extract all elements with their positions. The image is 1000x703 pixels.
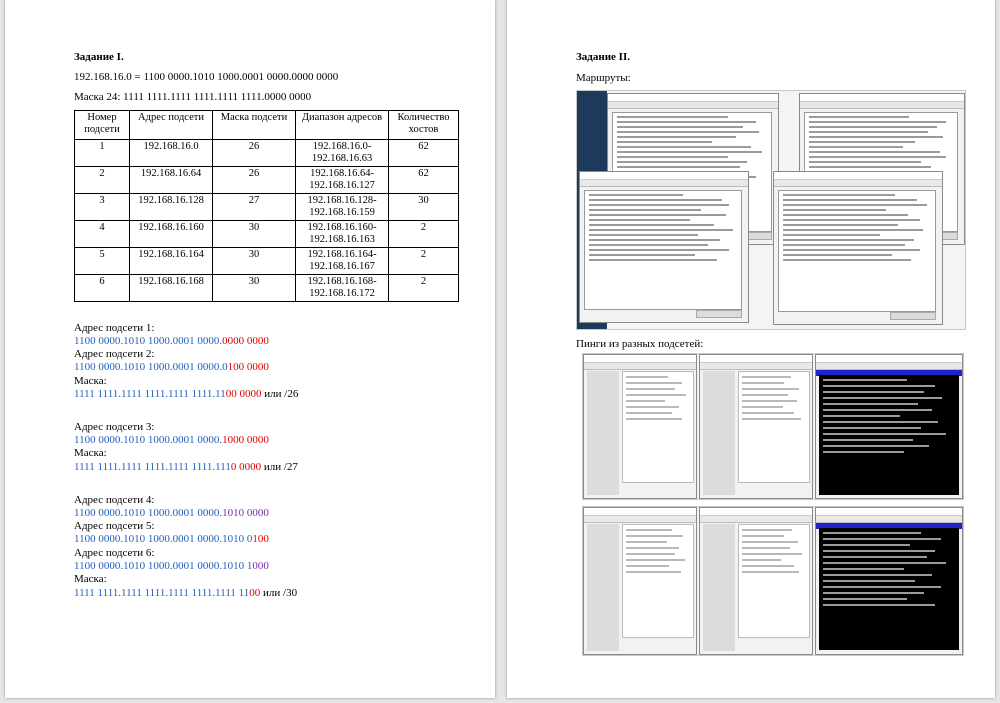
binary-network-part: 1100 0000.1010 1000.0001 0000. (74, 434, 223, 446)
binary-network-part: 1111 1111.1111 1111.1111 1111.111 (74, 461, 231, 473)
cell-address: 192.168.16.164 (130, 248, 213, 275)
range-end: 192.168.16.159 (309, 207, 375, 218)
subnet-4-label: Адрес подсети 4: (74, 494, 155, 506)
cell-number: 2 (75, 167, 130, 194)
subnet-2-label: Адрес подсети 2: (74, 348, 155, 360)
cell-range (296, 221, 389, 248)
range-start: 192.168.16.64- (310, 168, 374, 179)
cell-mask: 30 (213, 248, 296, 275)
header-subnet-mask: Маска подсети (213, 111, 296, 140)
cell-mask: 26 (213, 140, 296, 167)
cell-address: 192.168.16.0 (130, 140, 213, 167)
cell-mask: 27 (213, 194, 296, 221)
address-binary-line: 192.168.16.0 = 1100 0000.1010 1000.0001 0000.0000 0000 (74, 71, 339, 83)
range-start: 192.168.16.0- (312, 141, 372, 152)
pings-screenshot-top (582, 353, 964, 500)
binary-host-part: 00 (249, 587, 261, 599)
binary-host-part: 0 0000 (230, 461, 262, 473)
cell-hosts: 62 (389, 167, 459, 194)
mask-1-binary (74, 388, 298, 401)
cell-range (296, 167, 389, 194)
subnet-1-label: Адрес подсети 1: (74, 322, 155, 334)
prefix-suffix: или /30 (260, 587, 298, 599)
table-row (75, 194, 459, 221)
subnet-1-binary (74, 335, 269, 348)
mask-1-label: Маска: (74, 375, 107, 387)
cell-number: 4 (75, 221, 130, 248)
binary-network-part: 1100 0000.1010 1000.0001 0000. (74, 507, 223, 519)
subnet-4-binary (74, 507, 269, 520)
cell-range (296, 140, 389, 167)
ip-config-panel (622, 524, 694, 638)
subnet-table (74, 110, 459, 302)
router-cli-window (773, 171, 943, 325)
range-start: 192.168.16.128- (307, 195, 377, 206)
subnet-6-binary (74, 560, 269, 573)
table-row (75, 221, 459, 248)
header-address-range: Диапазон адресов (296, 111, 389, 140)
range-end: 192.168.16.167 (309, 261, 375, 272)
ping-output (819, 528, 959, 650)
binary-host-part: 100 (252, 533, 269, 545)
table-row (75, 275, 459, 302)
cell-hosts: 2 (389, 221, 459, 248)
cell-hosts: 62 (389, 140, 459, 167)
table-row (75, 140, 459, 167)
cell-number: 1 (75, 140, 130, 167)
task-2-title: Задание II. (576, 51, 630, 63)
cell-hosts: 2 (389, 248, 459, 275)
header-subnet-number: Номер подсети (75, 111, 130, 140)
pc-config-window (699, 354, 813, 499)
pings-screenshot-bottom (582, 506, 964, 656)
subnet-6-label: Адрес подсети 6: (74, 547, 155, 559)
subnet-3-label: Адрес подсети 3: (74, 421, 155, 433)
pc-config-window (699, 507, 813, 655)
header-host-count: Количество хостов (389, 111, 459, 140)
mask-binary-line: Маска 24: 1111 1111.1111 1111.1111 1111.0000 0000 (74, 91, 312, 103)
pc-config-window (583, 507, 697, 655)
mask-2-label: Маска: (74, 447, 107, 459)
cell-mask: 30 (213, 221, 296, 248)
subnet-5-binary (74, 533, 269, 546)
ip-config-panel (622, 371, 694, 483)
ip-config-panel (738, 524, 810, 638)
routes-label: Маршруты: (576, 72, 631, 84)
cell-hosts: 2 (389, 275, 459, 302)
pc-command-prompt-window (815, 354, 963, 499)
range-start: 192.168.16.160- (307, 222, 377, 233)
cell-address: 192.168.16.64 (130, 167, 213, 194)
prefix-suffix: или /26 (261, 388, 299, 400)
range-end: 192.168.16.172 (309, 288, 375, 299)
cell-mask: 30 (213, 275, 296, 302)
subnet-5-label: Адрес подсети 5: (74, 520, 155, 532)
cell-number: 5 (75, 248, 130, 275)
subnet-3-binary (74, 434, 269, 447)
table-header-row (75, 111, 459, 140)
cli-output (584, 190, 742, 310)
prefix-suffix: или /27 (261, 461, 298, 473)
cell-address: 192.168.16.128 (130, 194, 213, 221)
cell-number: 3 (75, 194, 130, 221)
cell-range (296, 248, 389, 275)
router-cli-window (579, 171, 749, 323)
cell-hosts: 30 (389, 194, 459, 221)
cli-output (778, 190, 936, 312)
header-subnet-address: Адрес подсети (130, 111, 213, 140)
cell-mask: 26 (213, 167, 296, 194)
cell-range (296, 275, 389, 302)
range-end: 192.168.16.63 (311, 153, 373, 164)
table-row (75, 167, 459, 194)
binary-host-part: 100 0000 (227, 361, 269, 373)
document-page-2 (507, 0, 995, 698)
routes-screenshot (576, 90, 966, 330)
binary-network-part: 1100 0000.1010 1000.0001 0000.1010 1 (74, 560, 253, 572)
binary-network-part: 1100 0000.1010 1000.0001 0000. (74, 335, 223, 347)
cell-address: 192.168.16.168 (130, 275, 213, 302)
binary-host-part: 00 0000 (225, 388, 262, 400)
mask-2-binary (74, 461, 298, 474)
pings-label: Пинги из разных подсетей: (576, 338, 704, 350)
binary-host-part: 0000 0000 (222, 335, 269, 347)
range-start: 192.168.16.164- (307, 249, 377, 260)
mask-3-label: Маска: (74, 573, 107, 585)
range-end: 192.168.16.163 (309, 234, 375, 245)
pc-command-prompt-window (815, 507, 963, 655)
range-end: 192.168.16.127 (309, 180, 375, 191)
binary-network-part: 1111 1111.1111 1111.1111 1111.1111 11 (74, 587, 250, 599)
cell-range (296, 194, 389, 221)
binary-host-part: 1010 0000 (222, 507, 269, 519)
binary-network-part: 1100 0000.1010 1000.0001 0000.1010 0 (74, 533, 253, 545)
cell-address: 192.168.16.160 (130, 221, 213, 248)
task-1-title: Задание I. (74, 51, 124, 63)
binary-host-part: 1000 0000 (222, 434, 269, 446)
cell-number: 6 (75, 275, 130, 302)
pc-config-window (583, 354, 697, 499)
binary-host-part: 000 (252, 560, 269, 572)
ip-config-panel (738, 371, 810, 483)
subnet-2-binary (74, 361, 269, 374)
mask-3-binary (74, 587, 297, 600)
table-row (75, 248, 459, 275)
range-start: 192.168.16.168- (307, 276, 377, 287)
binary-network-part: 1100 0000.1010 1000.0001 0000.0 (74, 361, 228, 373)
ping-output (819, 375, 959, 495)
binary-network-part: 1111 1111.1111 1111.1111 1111.11 (74, 388, 226, 400)
document-page-1 (5, 0, 495, 698)
